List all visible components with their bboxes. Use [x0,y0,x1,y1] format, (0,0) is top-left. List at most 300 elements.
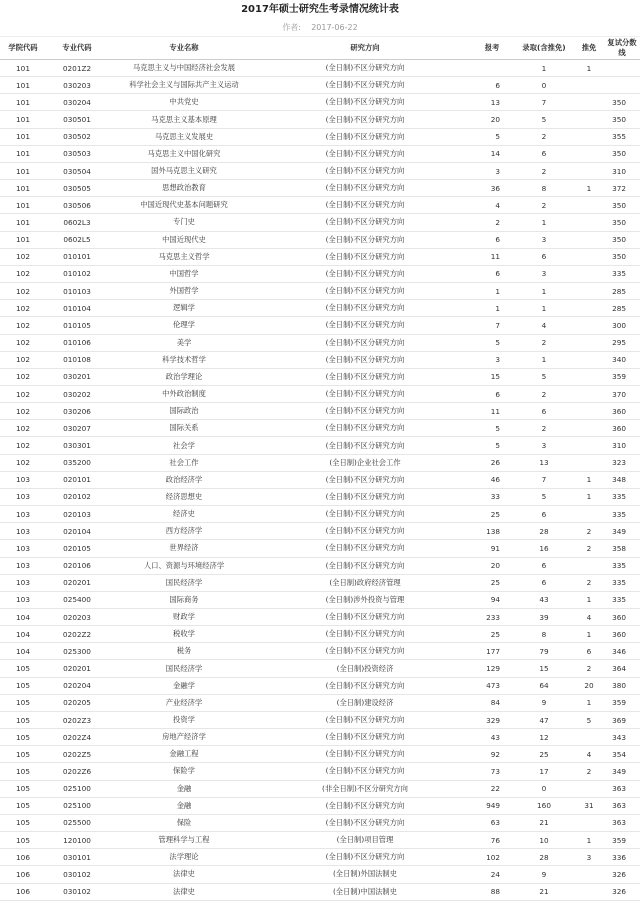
cell-applicants: 36 [470,180,514,197]
cell-admitted: 7 [514,471,574,488]
cell-research-direction: (全日制)不区分研究方向 [260,488,470,505]
cell-major-name: 社会学 [108,437,260,454]
cell-admitted: 2 [514,162,574,179]
cell-cutoff-score: 335 [604,506,640,523]
publish-date: 2017-06-22 [311,23,358,32]
cell-research-direction: (全日制)不区分研究方向 [260,231,470,248]
cell-admitted: 6 [514,574,574,591]
cell-major-code: 030102 [46,883,108,900]
cell-admitted: 15 [514,660,574,677]
cell-applicants: 5 [470,437,514,454]
cell-college-code: 101 [0,162,46,179]
cell-major-code: 020203 [46,609,108,626]
cell-recommended [574,300,604,317]
cell-college-code: 105 [0,814,46,831]
table-row [0,763,640,780]
table-row [0,574,640,591]
cell-major-code: 010101 [46,248,108,265]
cell-applicants: 3 [470,351,514,368]
cell-admitted: 13 [514,454,574,471]
cell-major-code: 020101 [46,471,108,488]
cell-research-direction: (全日制)不区分研究方向 [260,437,470,454]
table-row [0,403,640,420]
cell-recommended [574,111,604,128]
cell-applicants [470,60,514,77]
cell-research-direction: (全日制)不区分研究方向 [260,94,470,111]
cell-cutoff-score [604,60,640,77]
cell-applicants: 329 [470,711,514,728]
cell-applicants: 473 [470,677,514,694]
table-row [0,300,640,317]
cell-major-name: 中共党史 [108,94,260,111]
cell-major-name: 中外政治制度 [108,385,260,402]
cell-recommended: 1 [574,180,604,197]
cell-applicants: 25 [470,506,514,523]
cell-college-code: 102 [0,283,46,300]
cell-applicants: 63 [470,814,514,831]
cell-college-code: 101 [0,214,46,231]
cell-recommended [574,420,604,437]
table-row [0,609,640,626]
cell-research-direction: (全日制)政府经济管理 [260,574,470,591]
cell-major-code: 030501 [46,111,108,128]
cell-major-name: 美学 [108,334,260,351]
table-row [0,626,640,643]
cell-recommended [574,780,604,797]
cell-research-direction: (全日制)项目管理 [260,832,470,849]
cell-applicants: 5 [470,334,514,351]
header-recommended: 推免 [574,37,604,60]
cell-college-code: 102 [0,454,46,471]
cell-college-code: 101 [0,128,46,145]
cell-admitted: 9 [514,694,574,711]
cell-admitted: 6 [514,248,574,265]
table-row [0,780,640,797]
cell-major-code: 030204 [46,94,108,111]
cell-research-direction: (全日制)不区分研究方向 [260,385,470,402]
cell-major-code: 030506 [46,197,108,214]
cell-admitted: 5 [514,368,574,385]
cell-research-direction: (全日制)不区分研究方向 [260,403,470,420]
cell-college-code: 106 [0,849,46,866]
cell-research-direction: (全日制)不区分研究方向 [260,797,470,814]
cell-research-direction: (全日制)不区分研究方向 [260,180,470,197]
cell-research-direction: (全日制)不区分研究方向 [260,471,470,488]
cell-recommended: 6 [574,643,604,660]
cell-applicants: 22 [470,780,514,797]
cell-college-code: 102 [0,351,46,368]
cell-applicants: 4 [470,197,514,214]
cell-applicants: 25 [470,626,514,643]
cell-applicants: 3 [470,162,514,179]
cell-major-name: 国外马克思主义研究 [108,162,260,179]
cell-applicants: 6 [470,265,514,282]
cell-applicants: 11 [470,248,514,265]
cell-cutoff-score: 310 [604,437,640,454]
cell-college-code: 103 [0,557,46,574]
cell-college-code: 103 [0,574,46,591]
cell-admitted: 5 [514,488,574,505]
cell-research-direction: (非全日制)不区分研究方向 [260,780,470,797]
cell-cutoff-score: 360 [604,609,640,626]
cell-research-direction: (全日制)涉外投资与管理 [260,591,470,608]
cell-recommended: 1 [574,832,604,849]
cell-major-code: 0602L3 [46,214,108,231]
cell-major-name: 社会工作 [108,454,260,471]
cell-cutoff-score: 335 [604,557,640,574]
cell-recommended [574,231,604,248]
cell-college-code: 103 [0,488,46,505]
cell-recommended [574,214,604,231]
cell-recommended [574,506,604,523]
cell-research-direction: (全日制)不区分研究方向 [260,368,470,385]
cell-major-name: 专门史 [108,214,260,231]
cell-major-name: 国际关系 [108,420,260,437]
cell-college-code: 105 [0,694,46,711]
table-row [0,557,640,574]
cell-applicants: 33 [470,488,514,505]
cell-applicants: 25 [470,574,514,591]
cell-major-code: 010102 [46,265,108,282]
cell-admitted: 2 [514,334,574,351]
table-row [0,283,640,300]
cell-cutoff-score: 370 [604,385,640,402]
cell-admitted: 6 [514,403,574,420]
table-row [0,694,640,711]
cell-recommended [574,729,604,746]
cell-applicants: 6 [470,231,514,248]
cell-recommended [574,866,604,883]
cell-research-direction: (全日制)不区分研究方向 [260,609,470,626]
cell-college-code: 101 [0,77,46,94]
cell-major-name: 保险学 [108,763,260,780]
cell-major-name: 国际商务 [108,591,260,608]
table-row [0,180,640,197]
cell-admitted: 3 [514,231,574,248]
cell-major-name: 产业经济学 [108,694,260,711]
cell-research-direction: (全日制)投资经济 [260,660,470,677]
cell-research-direction: (全日制)不区分研究方向 [260,111,470,128]
table-row [0,883,640,900]
table-row [0,162,640,179]
cell-admitted: 8 [514,626,574,643]
table-row [0,420,640,437]
cell-admitted: 1 [514,60,574,77]
cell-recommended: 20 [574,677,604,694]
cell-college-code: 105 [0,711,46,728]
table-row [0,540,640,557]
cell-major-name: 马克思主义与中国经济社会发展 [108,60,260,77]
cell-research-direction: (全日制)不区分研究方向 [260,523,470,540]
cell-research-direction: (全日制)外国法制史 [260,866,470,883]
cell-admitted: 8 [514,180,574,197]
cell-major-code: 010104 [46,300,108,317]
table-row [0,488,640,505]
cell-major-code: 0202Z3 [46,711,108,728]
header-major-code: 专业代码 [46,37,108,60]
cell-major-name: 马克思主义哲学 [108,248,260,265]
cell-major-code: 030203 [46,77,108,94]
cell-admitted: 5 [514,111,574,128]
cell-research-direction: (全日制)不区分研究方向 [260,197,470,214]
cell-recommended: 1 [574,591,604,608]
cell-college-code: 105 [0,660,46,677]
cell-research-direction: (全日制)不区分研究方向 [260,746,470,763]
cell-major-code: 025100 [46,797,108,814]
cell-research-direction: (全日制)不区分研究方向 [260,317,470,334]
cell-research-direction: (全日制)中国法制史 [260,883,470,900]
cell-applicants: 91 [470,540,514,557]
cell-research-direction: (全日制)不区分研究方向 [260,711,470,728]
table-row [0,711,640,728]
cell-college-code: 105 [0,832,46,849]
cell-research-direction: (全日制)不区分研究方向 [260,557,470,574]
cell-research-direction: (全日制)不区分研究方向 [260,300,470,317]
admissions-table [0,37,640,901]
cell-major-code: 030206 [46,403,108,420]
cell-cutoff-score: 343 [604,729,640,746]
cell-major-code: 030505 [46,180,108,197]
cell-major-name: 税务 [108,643,260,660]
cell-major-name: 国际政治 [108,403,260,420]
cell-major-name: 管理科学与工程 [108,832,260,849]
cell-college-code: 101 [0,145,46,162]
cell-major-code: 030301 [46,437,108,454]
cell-cutoff-score: 335 [604,574,640,591]
header-admitted: 录取(含推免) [514,37,574,60]
cell-cutoff-score: 363 [604,780,640,797]
cell-recommended [574,437,604,454]
cell-major-name: 马克思主义基本原理 [108,111,260,128]
cell-major-code: 020204 [46,677,108,694]
cell-major-code: 0202Z4 [46,729,108,746]
cell-college-code: 101 [0,111,46,128]
cell-cutoff-score: 300 [604,317,640,334]
cell-research-direction: (全日制)不区分研究方向 [260,214,470,231]
cell-applicants: 1 [470,300,514,317]
table-row [0,385,640,402]
cell-major-name: 逻辑学 [108,300,260,317]
cell-college-code: 103 [0,506,46,523]
cell-research-direction: (全日制)不区分研究方向 [260,162,470,179]
cell-admitted: 3 [514,265,574,282]
cell-major-code: 0202Z5 [46,746,108,763]
cell-applicants: 7 [470,317,514,334]
cell-recommended: 31 [574,797,604,814]
cell-major-name: 国民经济学 [108,660,260,677]
cell-applicants: 138 [470,523,514,540]
cell-admitted: 10 [514,832,574,849]
cell-applicants: 2 [470,214,514,231]
cell-major-code: 030101 [46,849,108,866]
table-row [0,77,640,94]
cell-recommended: 1 [574,626,604,643]
table-row [0,60,640,77]
cell-major-code: 030102 [46,866,108,883]
table-row [0,317,640,334]
cell-major-code: 0202Z6 [46,763,108,780]
cell-major-name: 伦理学 [108,317,260,334]
cell-major-name: 法律史 [108,866,260,883]
cell-cutoff-score: 372 [604,180,640,197]
cell-admitted: 0 [514,77,574,94]
cell-major-name: 科学技术哲学 [108,351,260,368]
cell-recommended [574,128,604,145]
cell-major-name: 经济史 [108,506,260,523]
cell-admitted: 64 [514,677,574,694]
cell-college-code: 105 [0,780,46,797]
cell-cutoff-score: 359 [604,694,640,711]
cell-applicants: 20 [470,111,514,128]
cell-cutoff-score: 350 [604,197,640,214]
cell-major-code: 020106 [46,557,108,574]
cell-college-code: 105 [0,746,46,763]
table-header-row [0,37,640,60]
cell-applicants: 5 [470,420,514,437]
cell-applicants: 13 [470,94,514,111]
table-row [0,523,640,540]
cell-major-code: 030201 [46,368,108,385]
cell-research-direction: (全日制)不区分研究方向 [260,77,470,94]
cell-recommended: 5 [574,711,604,728]
cell-college-code: 102 [0,265,46,282]
cell-applicants: 73 [470,763,514,780]
cell-major-name: 中国哲学 [108,265,260,282]
cell-cutoff-score: 335 [604,591,640,608]
cell-research-direction: (全日制)企业社会工作 [260,454,470,471]
cell-recommended [574,368,604,385]
cell-research-direction: (全日制)不区分研究方向 [260,677,470,694]
cell-major-code: 010105 [46,317,108,334]
cell-cutoff-score: 369 [604,711,640,728]
cell-major-code: 030207 [46,420,108,437]
cell-admitted: 17 [514,763,574,780]
cell-recommended [574,883,604,900]
cell-research-direction: (全日制)不区分研究方向 [260,506,470,523]
cell-major-code: 010103 [46,283,108,300]
cell-admitted: 21 [514,883,574,900]
cell-major-name: 税收学 [108,626,260,643]
cell-recommended [574,145,604,162]
cell-college-code: 104 [0,643,46,660]
cell-major-name: 金融 [108,797,260,814]
cell-recommended [574,248,604,265]
cell-major-name: 世界经济 [108,540,260,557]
cell-cutoff-score [604,77,640,94]
cell-recommended: 1 [574,694,604,711]
cell-major-code: 030503 [46,145,108,162]
cell-research-direction: (全日制)不区分研究方向 [260,128,470,145]
cell-applicants: 46 [470,471,514,488]
cell-applicants: 15 [470,368,514,385]
cell-cutoff-score: 323 [604,454,640,471]
table-row [0,849,640,866]
cell-cutoff-score: 346 [604,643,640,660]
cell-cutoff-score: 326 [604,883,640,900]
header-college-code: 学院代码 [0,37,46,60]
cell-research-direction: (全日制)不区分研究方向 [260,814,470,831]
header-major-name: 专业名称 [108,37,260,60]
cell-recommended: 2 [574,660,604,677]
cell-major-name: 财政学 [108,609,260,626]
cell-cutoff-score: 364 [604,660,640,677]
cell-college-code: 102 [0,437,46,454]
cell-recommended: 4 [574,746,604,763]
cell-recommended [574,334,604,351]
cell-research-direction: (全日制)建设经济 [260,694,470,711]
cell-major-name: 金融学 [108,677,260,694]
cell-major-code: 030502 [46,128,108,145]
cell-research-direction: (全日制)不区分研究方向 [260,763,470,780]
cell-admitted: 1 [514,283,574,300]
cell-major-name: 金融工程 [108,746,260,763]
cell-research-direction: (全日制)不区分研究方向 [260,643,470,660]
cell-applicants: 88 [470,883,514,900]
cell-major-code: 020105 [46,540,108,557]
cell-recommended [574,557,604,574]
cell-cutoff-score: 326 [604,866,640,883]
cell-major-name: 法学理论 [108,849,260,866]
cell-recommended [574,162,604,179]
cell-major-name: 投资学 [108,711,260,728]
cell-admitted: 2 [514,197,574,214]
cell-applicants: 233 [470,609,514,626]
cell-applicants: 26 [470,454,514,471]
cell-applicants: 24 [470,866,514,883]
cell-major-code: 0202Z2 [46,626,108,643]
cell-cutoff-score: 354 [604,746,640,763]
cell-college-code: 101 [0,94,46,111]
cell-major-code: 020205 [46,694,108,711]
table-row [0,111,640,128]
cell-cutoff-score: 285 [604,283,640,300]
cell-college-code: 102 [0,317,46,334]
cell-major-name: 中国近现代史基本问题研究 [108,197,260,214]
table-row [0,145,640,162]
cell-admitted: 7 [514,94,574,111]
cell-recommended: 2 [574,523,604,540]
cell-cutoff-score: 335 [604,488,640,505]
cell-major-code: 0201Z2 [46,60,108,77]
cell-college-code: 101 [0,197,46,214]
cell-recommended: 4 [574,609,604,626]
table-row [0,231,640,248]
cell-admitted: 2 [514,420,574,437]
cell-recommended: 1 [574,60,604,77]
cell-applicants: 5 [470,128,514,145]
table-row [0,437,640,454]
cell-college-code: 102 [0,368,46,385]
cell-applicants: 1 [470,283,514,300]
cell-college-code: 102 [0,334,46,351]
header-research-direction: 研究方向 [260,37,470,60]
cell-college-code: 101 [0,231,46,248]
cell-admitted: 6 [514,506,574,523]
cell-major-code: 0602L5 [46,231,108,248]
cell-recommended [574,317,604,334]
cell-major-name: 人口、资源与环境经济学 [108,557,260,574]
cell-major-code: 030504 [46,162,108,179]
cell-college-code: 106 [0,866,46,883]
table-row [0,832,640,849]
cell-applicants: 84 [470,694,514,711]
cell-admitted: 21 [514,814,574,831]
cell-cutoff-score: 349 [604,763,640,780]
cell-college-code: 102 [0,403,46,420]
cell-applicants: 94 [470,591,514,608]
cell-admitted: 28 [514,849,574,866]
cell-cutoff-score: 310 [604,162,640,179]
